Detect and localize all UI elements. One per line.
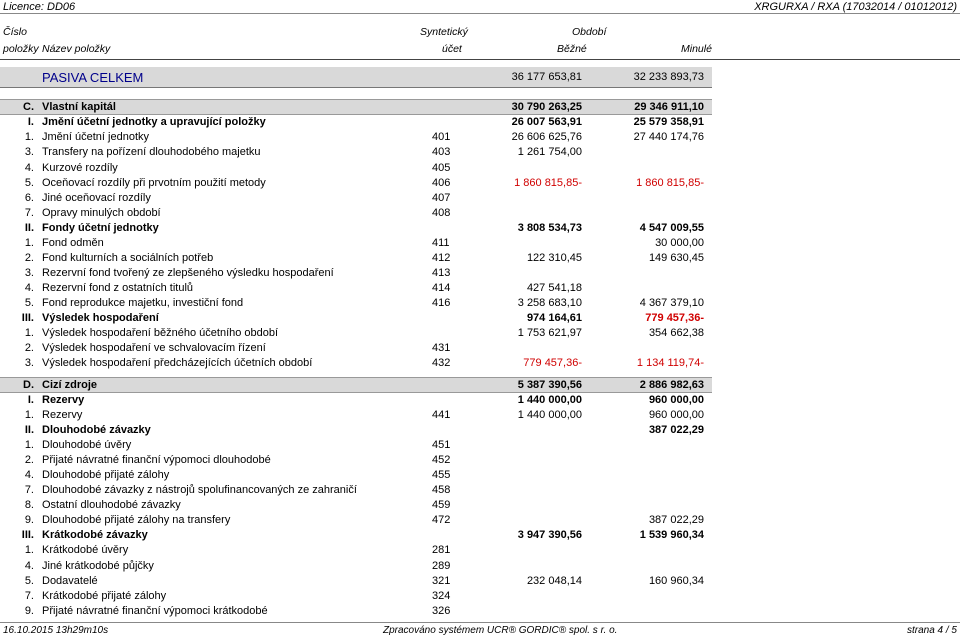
row-number: I. [27, 116, 34, 128]
table-row [0, 513, 960, 528]
table-row [0, 589, 960, 604]
table-row [0, 483, 960, 498]
row-account: 432 [432, 357, 451, 369]
row-account: 414 [432, 282, 451, 294]
table-row [0, 221, 960, 236]
row-number: 2. [24, 252, 34, 264]
row-previous: 779 457,36- [645, 312, 704, 324]
header-synteticky: Syntetický [420, 26, 468, 38]
table-row [0, 543, 960, 558]
footer [0, 622, 960, 637]
row-name: Fond reprodukce majetku, investiční fond [42, 297, 244, 309]
row-name: Dlouhodobé závazky [42, 424, 151, 436]
row-number: 1. [24, 237, 34, 249]
row-current: 974 164,61 [526, 312, 582, 324]
row-name: Dlouhodobé přijaté zálohy [42, 469, 170, 481]
table-row [0, 266, 960, 281]
header-nazev: Název položky [42, 43, 111, 55]
table-row [0, 393, 960, 408]
row-current: 1 440 000,00 [517, 409, 582, 421]
row-account: 413 [432, 267, 451, 279]
table-row [0, 191, 960, 206]
row-number: 7. [24, 484, 34, 496]
table-row [0, 468, 960, 483]
row-number: 1. [24, 409, 34, 421]
table-row [0, 438, 960, 453]
row-current: 3 808 534,73 [517, 222, 582, 234]
row-previous: 1 539 960,34 [639, 529, 704, 541]
row-account: 324 [432, 590, 451, 602]
row-number: 5. [24, 177, 34, 189]
row-account: 451 [432, 439, 451, 451]
table-row [0, 423, 960, 438]
row-name: Jiné krátkodobé půjčky [42, 560, 154, 572]
table-row [0, 559, 960, 574]
row-number: 6. [24, 192, 34, 204]
row-account: 431 [432, 342, 451, 354]
row-name: Fondy účetní jednotky [42, 222, 159, 234]
row-previous: 960 000,00 [648, 409, 704, 421]
total-label: PASIVA CELKEM [42, 70, 144, 85]
row-name: Výsledek hospodaření předcházejících účetních období [42, 357, 313, 369]
total-current: 36 177 653,81 [511, 71, 582, 83]
row-name: Fond odměn [42, 237, 104, 249]
table-row [0, 145, 960, 160]
row-name: Fond kulturních a sociálních potřeb [42, 252, 214, 264]
row-account: 326 [432, 605, 451, 617]
header-obdobi: Období [572, 26, 607, 38]
row-number: 5. [24, 297, 34, 309]
row-number: 1. [24, 439, 34, 451]
row-name: Rezervní fond tvořený ze zlepšeného výsledku hospodaření [42, 267, 334, 279]
table-row [0, 356, 960, 371]
table-row [0, 176, 960, 191]
row-account: 459 [432, 499, 451, 511]
row-current: 122 310,45 [526, 252, 582, 264]
table-row [0, 251, 960, 266]
row-name: Krátkodobé úvěry [42, 544, 129, 556]
row-previous: 1 134 119,74- [636, 357, 704, 369]
table-row [0, 498, 960, 513]
row-name: Přijaté návratné finanční výpomoci krátkodobé [42, 605, 268, 617]
row-name: Rezervní fond z ostatních titulů [42, 282, 194, 294]
row-name: Rezervy [42, 394, 85, 406]
table-row [0, 115, 960, 130]
footer-system: Zpracováno systémem UCR® GORDIC® spol. s r. o. [383, 625, 618, 636]
total-previous: 32 233 893,73 [633, 71, 704, 83]
row-number: III. [21, 312, 34, 324]
row-previous: 4 367 379,10 [639, 297, 704, 309]
row-name: Dlouhodobé přijaté zálohy na transfery [42, 514, 231, 526]
row-previous: 2 886 982,63 [639, 379, 704, 391]
row-current: 427 541,18 [526, 282, 582, 294]
row-number: D. [23, 379, 34, 391]
row-previous: 149 630,45 [648, 252, 704, 264]
row-number: 9. [24, 514, 34, 526]
row-number: II. [24, 222, 34, 234]
row-current: 232 048,14 [526, 575, 582, 587]
row-current: 30 790 263,25 [511, 101, 582, 113]
row-current: 1 753 621,97 [517, 327, 582, 339]
table-row [0, 341, 960, 356]
row-name: Přijaté návratné finanční výpomoci dlouhodobé [42, 454, 271, 466]
row-number: 4. [24, 469, 34, 481]
table-row [0, 528, 960, 543]
row-previous: 160 960,34 [648, 575, 704, 587]
row-previous: 25 579 358,91 [633, 116, 704, 128]
header-cislo: Číslo [3, 26, 27, 38]
row-current: 1 440 000,00 [517, 394, 582, 406]
row-name: Dlouhodobé úvěry [42, 439, 132, 451]
row-current: 3 947 390,56 [517, 529, 582, 541]
row-account: 401 [432, 131, 451, 143]
row-previous: 354 662,38 [648, 327, 704, 339]
table-row [0, 296, 960, 311]
row-number: 8. [24, 499, 34, 511]
row-account: 455 [432, 469, 451, 481]
row-number: 2. [24, 342, 34, 354]
row-previous: 30 000,00 [655, 237, 704, 249]
row-current: 779 457,36- [523, 357, 582, 369]
row-number: 1. [24, 544, 34, 556]
row-name: Cizí zdroje [42, 379, 98, 391]
table-row [0, 378, 960, 393]
row-account: 458 [432, 484, 451, 496]
row-number: 3. [24, 357, 34, 369]
row-name: Dlouhodobé závazky z nástrojů spolufinancovaných ze zahraničí [42, 484, 357, 496]
row-name: Dodavatelé [42, 575, 98, 587]
row-previous: 387 022,29 [648, 424, 704, 436]
footer-page: strana 4 / 5 [906, 625, 957, 636]
row-name: Vlastní kapitál [42, 101, 116, 113]
row-account: 406 [432, 177, 451, 189]
row-account: 289 [432, 560, 451, 572]
header-minule: Minulé [681, 43, 712, 55]
row-name: Výsledek hospodaření ve schvalovacím řízení [42, 342, 266, 354]
row-name: Krátkodobé závazky [42, 529, 148, 541]
row-account: 408 [432, 207, 451, 219]
row-number: I. [27, 394, 34, 406]
row-account: 407 [432, 192, 451, 204]
row-number: 1. [24, 327, 34, 339]
row-number: 3. [24, 267, 34, 279]
row-name: Výsledek hospodaření [42, 312, 159, 324]
table-row [0, 408, 960, 423]
row-name: Oceňovací rozdíly při prvotním použití metody [42, 177, 266, 189]
row-name: Jiné oceňovací rozdíly [42, 192, 151, 204]
row-name: Jmění účetní jednotky [42, 131, 150, 143]
row-account: 472 [432, 514, 451, 526]
row-account: 281 [432, 544, 451, 556]
row-name: Opravy minulých období [42, 207, 161, 219]
row-account: 321 [432, 575, 451, 587]
row-name: Jmění účetní jednotky a upravující položky [42, 116, 266, 128]
table-row [0, 100, 960, 115]
table-row [0, 574, 960, 589]
row-current: 26 007 563,91 [511, 116, 582, 128]
row-current: 3 258 683,10 [517, 297, 582, 309]
footer-date: 16.10.2015 13h29m10s [3, 625, 109, 636]
header-polozky: položky [3, 43, 39, 55]
row-number: 4. [24, 560, 34, 572]
row-previous: 27 440 174,76 [633, 131, 704, 143]
row-current: 1 860 815,85- [514, 177, 582, 189]
table-row [0, 130, 960, 145]
row-name: Transfery na pořízení dlouhodobého majetku [42, 146, 261, 158]
top-bar [0, 0, 960, 14]
table-row [0, 604, 960, 619]
table-row [0, 326, 960, 341]
row-name: Kurzové rozdíly [42, 162, 118, 174]
row-account: 405 [432, 162, 451, 174]
row-previous: 4 547 009,55 [639, 222, 704, 234]
total-row [0, 67, 712, 88]
row-number: 4. [24, 282, 34, 294]
licence-label: Licence: DD06 [3, 1, 76, 13]
table-row [0, 311, 960, 326]
header-ucet: účet [442, 43, 462, 55]
row-number: 7. [24, 207, 34, 219]
table-row [0, 236, 960, 251]
row-number: 9. [24, 605, 34, 617]
row-current: 26 606 625,76 [511, 131, 582, 143]
row-name: Rezervy [42, 409, 83, 421]
row-number: 3. [24, 146, 34, 158]
table-row [0, 161, 960, 176]
row-account: 416 [432, 297, 451, 309]
row-number: 2. [24, 454, 34, 466]
table-row [0, 206, 960, 221]
report-code: XRGURXA / RXA (17032014 / 01012012) [754, 1, 957, 13]
table-row [0, 453, 960, 468]
row-number: II. [24, 424, 34, 436]
row-previous: 29 346 911,10 [634, 101, 704, 113]
row-name: Výsledek hospodaření běžného účetního období [42, 327, 279, 339]
row-account: 403 [432, 146, 451, 158]
row-number: 4. [24, 162, 34, 174]
row-account: 452 [432, 454, 451, 466]
row-name: Ostatní dlouhodobé závazky [42, 499, 181, 511]
row-current: 1 261 754,00 [517, 146, 582, 158]
row-number: C. [23, 101, 34, 113]
row-account: 411 [432, 237, 450, 249]
row-previous: 387 022,29 [648, 514, 704, 526]
row-current: 5 387 390,56 [517, 379, 582, 391]
row-previous: 1 860 815,85- [636, 177, 704, 189]
row-number: III. [21, 529, 34, 541]
row-number: 5. [24, 575, 34, 587]
table-header [0, 22, 960, 60]
row-number: 1. [24, 131, 34, 143]
row-previous: 960 000,00 [648, 394, 704, 406]
row-number: 7. [24, 590, 34, 602]
row-account: 441 [432, 409, 451, 421]
row-name: Krátkodobé přijaté zálohy [42, 590, 167, 602]
table-row [0, 281, 960, 296]
row-account: 412 [432, 252, 451, 264]
header-bezne: Běžné [557, 43, 587, 55]
